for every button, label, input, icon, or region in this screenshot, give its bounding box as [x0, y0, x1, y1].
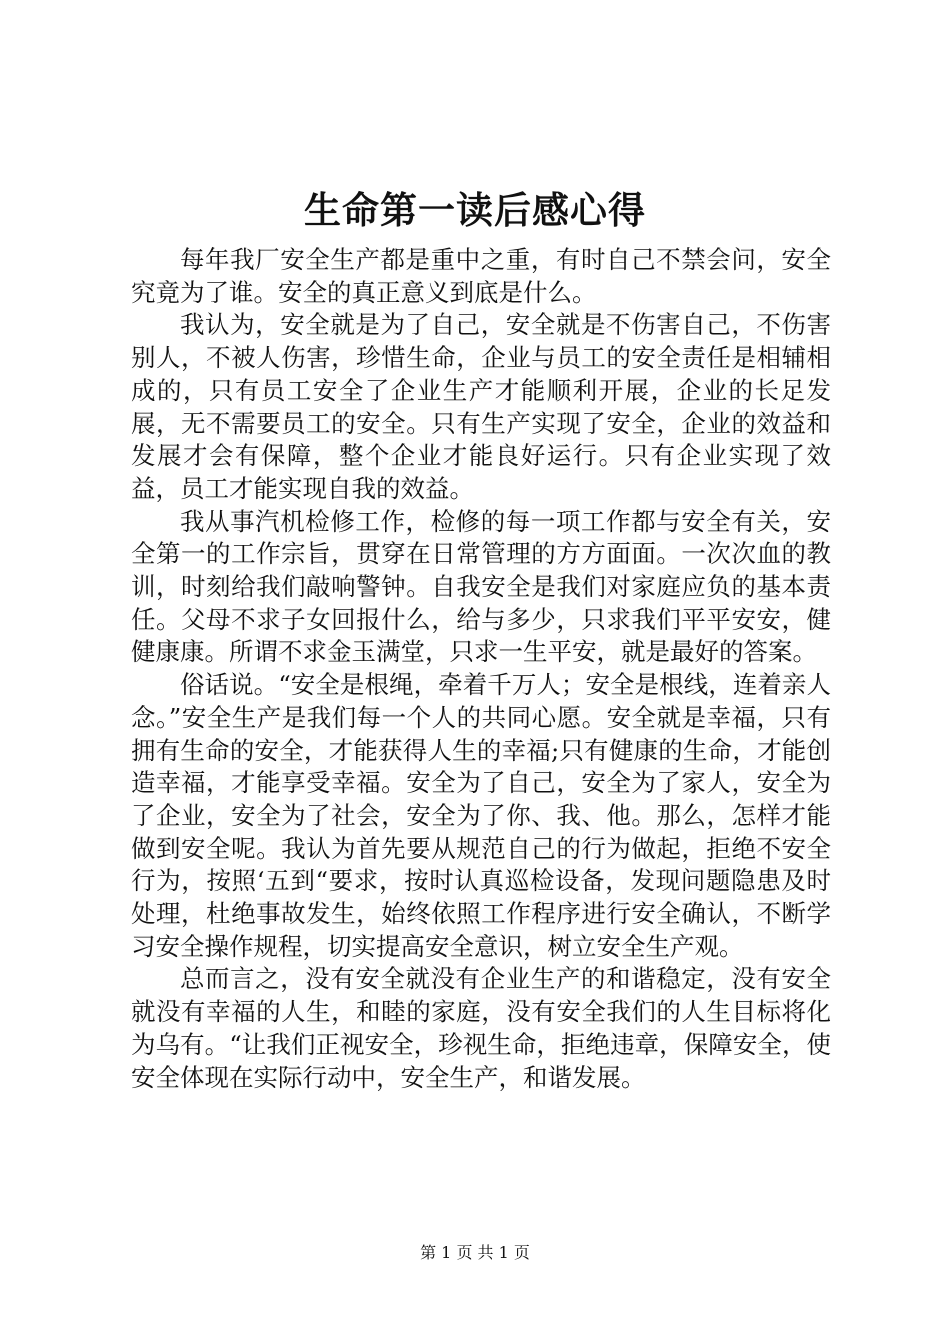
paragraph: 每年我厂安全生产都是重中之重，有时自己不禁会问，安全究竟为了谁。安全的真正意义到底是什么。 — [131, 245, 831, 307]
paragraph: 我认为，安全就是为了自己，安全就是不伤害自己，不伤害别人，不被人伤害，珍惜生命，企业与员工的安全责任是相辅相成的，只有员工安全了企业生产才能顺利开展，企业的长足发展，无不需要员工的安全。只有生产实现了安全，企业的效益和发展才会有保障，整个企业才能良好运行。只有企业实现了效益，员工才能实现自我的效益。 — [131, 310, 831, 503]
paragraph: 我从事汽机检修工作，检修的每一项工作都与安全有关，安全第一的工作宗旨，贯穿在日常管理的方方面面。一次次血的教训，时刻给我们敲响警钟。自我安全是我们对家庭应负的基本责任。父母不求子女回报什么，给与多少，只求我们平平安安，健健康康。所谓不求金玉满堂，只求一生平安，就是最好的答案。 — [131, 506, 831, 667]
document-title: 生命第一读后感心得 — [304, 188, 646, 232]
paragraph: 总而言之，没有安全就没有企业生产的和谐稳定，没有安全就没有幸福的人生，和睦的家庭，没有安全我们的人生目标将化为乌有。“让我们正视安全，珍视生命，拒绝违章，保障安全，使安全体现在实际行动中，安全生产，和谐发展。 — [131, 964, 831, 1092]
page-footer: 第 1 页 共 1 页 — [420, 1243, 530, 1262]
document-body — [131, 244, 831, 1094]
paragraph: 俗话说。“安全是根绳，牵着千万人；安全是根线，连着亲人念。”安全生产是我们每一个人的共同心愿。安全就是幸福，只有拥有生命的安全，才能获得人生的幸福;只有健康的生命，才能创造幸福，才能享受幸福。安全为了自己，安全为了家人，安全为了企业，安全为了社会，安全为了你、我、他。那么，怎样才能做到安全呢。我认为首先要从规范自己的行为做起，拒绝不安全行为，按照‘五到“要求，按时认真巡检设备，发现问题隐患及时处理，杜绝事故发生，始终依照工作程序进行安全确认，不断学习安全操作规程，切实提高安全意识，树立安全生产观。 — [131, 670, 831, 961]
